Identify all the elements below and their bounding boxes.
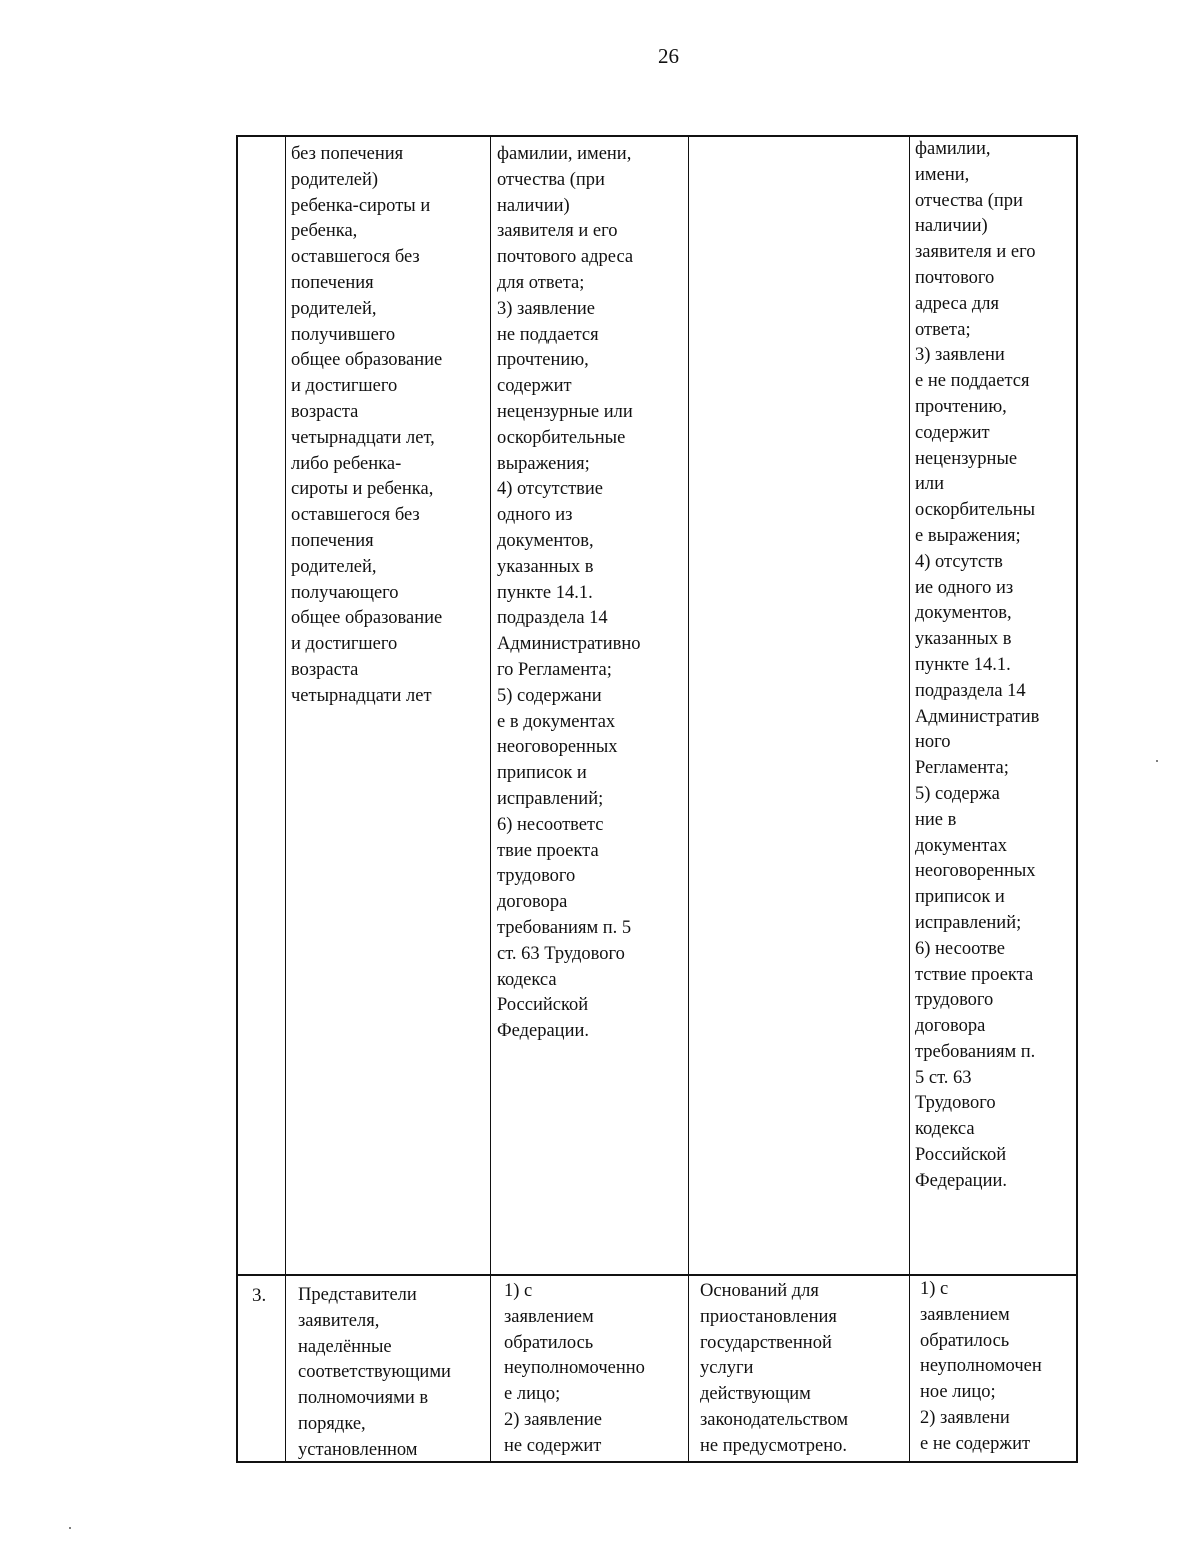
refusal-grounds-cell: 1) с заявлением обратилось неуполномоченно е лицо; 2) заявление не содержит <box>504 1281 645 1456</box>
denial-grounds-cell: фамилии, имени, отчества (при наличии) заявителя и его почтового адреса для ответа; 3) заявлени е не поддается прочтению, содержит нецензурные или оскорбительны е выражения; 4) отсутств ие одного из документов, указанных в пункте 14.1. подраздела 14 Административ ного Регламента; 5) содержа ние в документах неоговоренных приписок и исправлений; 6) несоотве тствие проекта трудового договора требованиям п. 5 ст. 63 Трудового кодекса Российской Федерации. <box>915 139 1040 1191</box>
scan-speck <box>69 1527 71 1529</box>
applicant-cell: без попечения родителей) ребенка-сироты и ребенка, оставшегося без попечения родителей, получившего общее образование и достигшего возраста четырнадцати лет, либо ребенка- сироты и ребенка, оставшегося без попечения родителей, получающего общее образование и достигшего возраста четырнадцати лет <box>291 144 443 706</box>
column-divider <box>490 135 491 1463</box>
table-left-border <box>236 135 238 1463</box>
table-right-border <box>1076 135 1078 1463</box>
column-divider <box>285 135 286 1463</box>
row-divider <box>236 1274 1078 1276</box>
denial-grounds-cell: 1) с заявлением обратилось неуполномочен ное лицо; 2) заявлени е не содержит <box>920 1279 1042 1454</box>
applicant-cell: Представители заявителя, наделённые соответствующими полномочиями в порядке, установленном <box>298 1285 451 1460</box>
row-number-cell: 3. <box>252 1285 267 1306</box>
page-number: 26 <box>658 44 679 68</box>
column-divider <box>688 135 689 1463</box>
scan-speck <box>1156 760 1158 762</box>
suspension-grounds-cell: Оснований для приостановления государственной услуги действующим законодательством не предусмотрено. <box>700 1281 849 1456</box>
refusal-grounds-cell: фамилии, имени, отчества (при наличии) заявителя и его почтового адреса для ответа; 3) заявление не поддается прочтению, содержит нецензурные или оскорбительные выражения; 4) отсутствие одного из документов, указанных в пункте 14.1. подраздела 14 Административно го Регламента; 5) содержани е в документах неоговоренных приписок и исправлений; 6) несоответс твие проекта трудового договора требованиям п. 5 ст. 63 Трудового кодекса Российской Федерации. <box>497 144 641 1042</box>
column-divider <box>909 135 910 1463</box>
